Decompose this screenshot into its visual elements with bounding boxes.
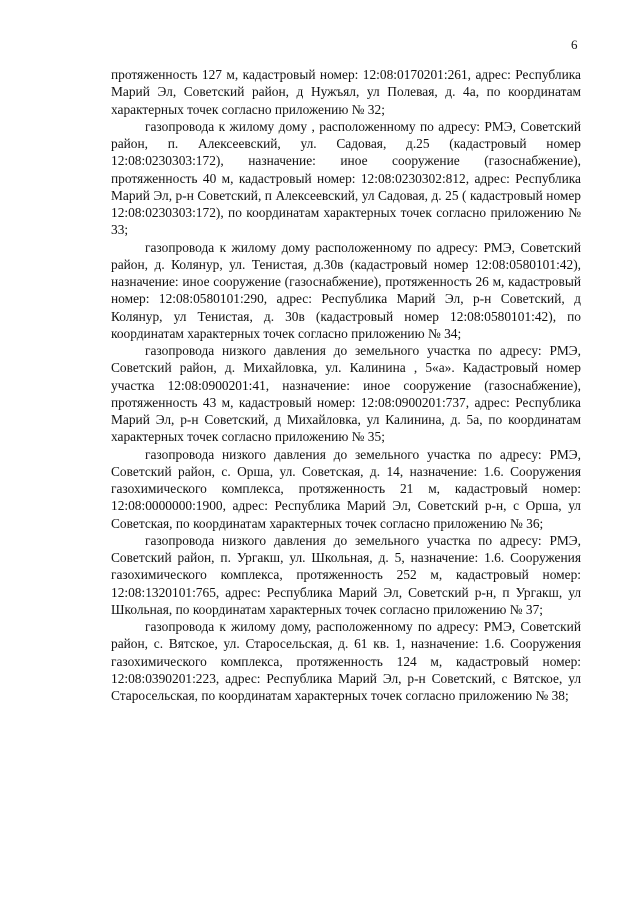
paragraph-6: газопровода низкого давления до земельного участка по адресу: РМЭ, Советский район, п. Ургакш, ул. Школьная, д. 5, назначение: 1.6. Сооружения газохимического комплекса, протяженность 252 м, кадастровый номер: 12:08:1320101:765, адрес: Республика Марий Эл, Советский р-н, п Ургакш, ул Школьная, по координатам характерных точек согласно приложению № 37; xyxy=(111,532,581,617)
paragraph-5: газопровода низкого давления до земельного участка по адресу: РМЭ, Советский район, с. Орша, ул. Советская, д. 14, назначение: 1.6. Сооружения газохимического комплекса, протяженность 21 м, кадастровый номер: 12:08:0000000:1900, адрес: Республика Марий Эл, Советский р-н, с Орша, ул Советская, по координатам характерных точек согласно приложению № 36; xyxy=(111,446,581,531)
document-body xyxy=(111,66,581,704)
paragraph-4: газопровода низкого давления до земельного участка по адресу: РМЭ, Советский район, д. Михайловка, ул. Калинина , 5«а». Кадастровый номер участка 12:08:0900201:41, назначение: иное сооружение (газоснабжение), протяженность 43 м, кадастровый номер: 12:08:0900201:737, адрес: Республика Марий Эл, р-н Советский, д Михайловка, ул Калинина, д. 5а, по координатам характерных точек согласно приложению № 35; xyxy=(111,343,581,445)
page-number: 6 xyxy=(571,37,578,52)
paragraph-3: газопровода к жилому дому расположенному по адресу: РМЭ, Советский район, д. Колянур, ул. Тенистая, д.30в (кадастровый номер 12:08:0580101:42), назначение: иное сооружение (газоснабжение), протяженность 26 м, кадастровый номер: 12:08:0580101:290, адрес: Республика Марий Эл, р-н Советский, д Колянур, ул Тенистая, д. 30в (кадастровый номер 12:08:0580101:42), по координатам характерных точек согласно приложению № 34; xyxy=(111,239,581,341)
paragraph-1: протяженность 127 м, кадастровый номер: 12:08:0170201:261, адрес: Республика Марий Эл, Советский район, д Нужъял, ул Полевая, д. 4а, по координатам характерных точек согласно приложению № 32; xyxy=(111,67,581,117)
paragraph-2: газопровода к жилому дому , расположенному по адресу: РМЭ, Советский район, п. Алексеевский, ул. Садовая, д.25 (кадастровый номер 12:08:0230303:172), назначение: иное сооружение (газоснабжение), протяженность 40 м, кадастровый номер: 12:08:0230302:812, адрес: Республика Марий Эл, р-н Советский, п Алексеевский, ул Садовая, д. 25 ( кадастровый номер 12:08:0230303:172), по координатам характерных точек согласно приложению № 33; xyxy=(111,118,581,238)
paragraph-7: газопровода к жилому дому, расположенному по адресу: РМЭ, Советский район, с. Вятское, ул. Старосельская, д. 61 кв. 1, назначение: 1.6. Сооружения газохимического комплекса, протяженность 124 м, кадастровый номер: 12:08:0390201:223, адрес: Республика Марий Эл, р-н Советский, с Вятское, ул Старосельская, по координатам характерных точек согласно приложению № 38; xyxy=(111,619,581,703)
